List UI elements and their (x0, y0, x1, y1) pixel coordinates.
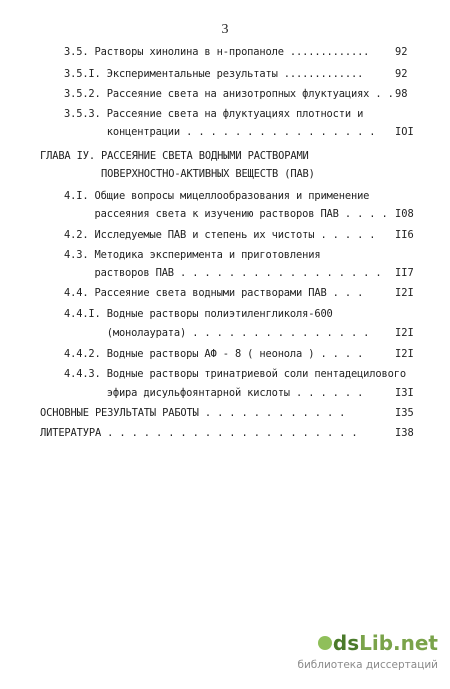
page-number: 3 (221, 22, 229, 37)
toc-entry-page: I3I (395, 387, 414, 399)
logo-mark-icon (318, 636, 332, 650)
toc-entry-text: (монолаурата) . . . . . . . . . . . . . . . (64, 327, 370, 339)
toc-entry-text: 4.2. Исследуемые ПАВ и степень их чистоты . . . . . (64, 229, 376, 241)
toc-entry-text: 4.I. Общие вопросы мицеллообразования и применение (64, 190, 370, 202)
toc-entry-page: 92 (395, 46, 408, 58)
toc-entry-text: концентрации . . . . . . . . . . . . . . . . (64, 126, 376, 138)
toc-entry-text: 3.5. Растворы хинолина в н-пропаноле ............. (64, 46, 370, 58)
toc-entry-text: ЛИТЕРАТУРА . . . . . . . . . . . . . . . . . . . . . (40, 427, 358, 439)
watermark-logo: dsLib.net (332, 631, 438, 655)
toc-entry-text: 4.4.3. Водные растворы тринатриевой соли пентадецилового (64, 368, 406, 380)
toc-entry-text: 3.5.2. Рассеяние света на анизотропных флуктуациях . . (64, 88, 394, 100)
toc-entry-page: II6 (395, 229, 414, 241)
dslib-watermark[interactable] (297, 631, 438, 675)
toc-entry-page: 92 (395, 68, 408, 80)
chapter-heading: ГЛАВА IУ. РАССЕЯНИЕ СВЕТА ВОДНЫМИ РАСТВОРАМИ (40, 150, 309, 162)
toc-entry-page: IOI (395, 126, 414, 138)
toc-entry-page: 98 (395, 88, 408, 100)
toc-entry-text: растворов ПАВ . . . . . . . . . . . . . . . . . (64, 267, 382, 279)
toc-entry-page: I2I (395, 327, 414, 339)
toc-entry-text: 4.4. Рассеяние света водными растворами ПАВ . . . (64, 287, 364, 299)
toc-entry-page: I08 (395, 208, 414, 220)
toc-entry-text: 3.5.3. Рассеяние света на флуктуациях плотности и (64, 108, 364, 120)
toc-entry-page: I2I (395, 287, 414, 299)
toc-entry-text: эфира дисульфоянтарной кислоты . . . . . . (64, 387, 364, 399)
toc-entry-text: 4.3. Методика эксперимента и приготовления (64, 249, 321, 261)
toc-entry-page: I38 (395, 427, 414, 439)
watermark-subtitle: библиотека диссертаций (297, 659, 438, 671)
toc-entry-page: I35 (395, 407, 414, 419)
toc-entry-text: ОСНОВНЫЕ РЕЗУЛЬТАТЫ РАБОТЫ . . . . . . . . . . . . (40, 407, 346, 419)
toc-entry-page: I2I (395, 348, 414, 360)
toc-entry-text: 3.5.I. Экспериментальные результаты ............. (64, 68, 364, 80)
toc-entry-page: II7 (395, 267, 414, 279)
toc-entry-text: 4.4.I. Водные растворы полиэтиленгликоля-600 (64, 308, 333, 320)
toc-entry-text: рассеяния света к изучению растворов ПАВ . . . . (64, 208, 388, 220)
toc-entry-text: 4.4.2. Водные растворы АФ - 8 ( неонола ) . . . . (64, 348, 364, 360)
chapter-heading-cont: ПОВЕРХНОСТНО-АКТИВНЫХ ВЕЩЕСТВ (ПАВ) (40, 168, 315, 180)
